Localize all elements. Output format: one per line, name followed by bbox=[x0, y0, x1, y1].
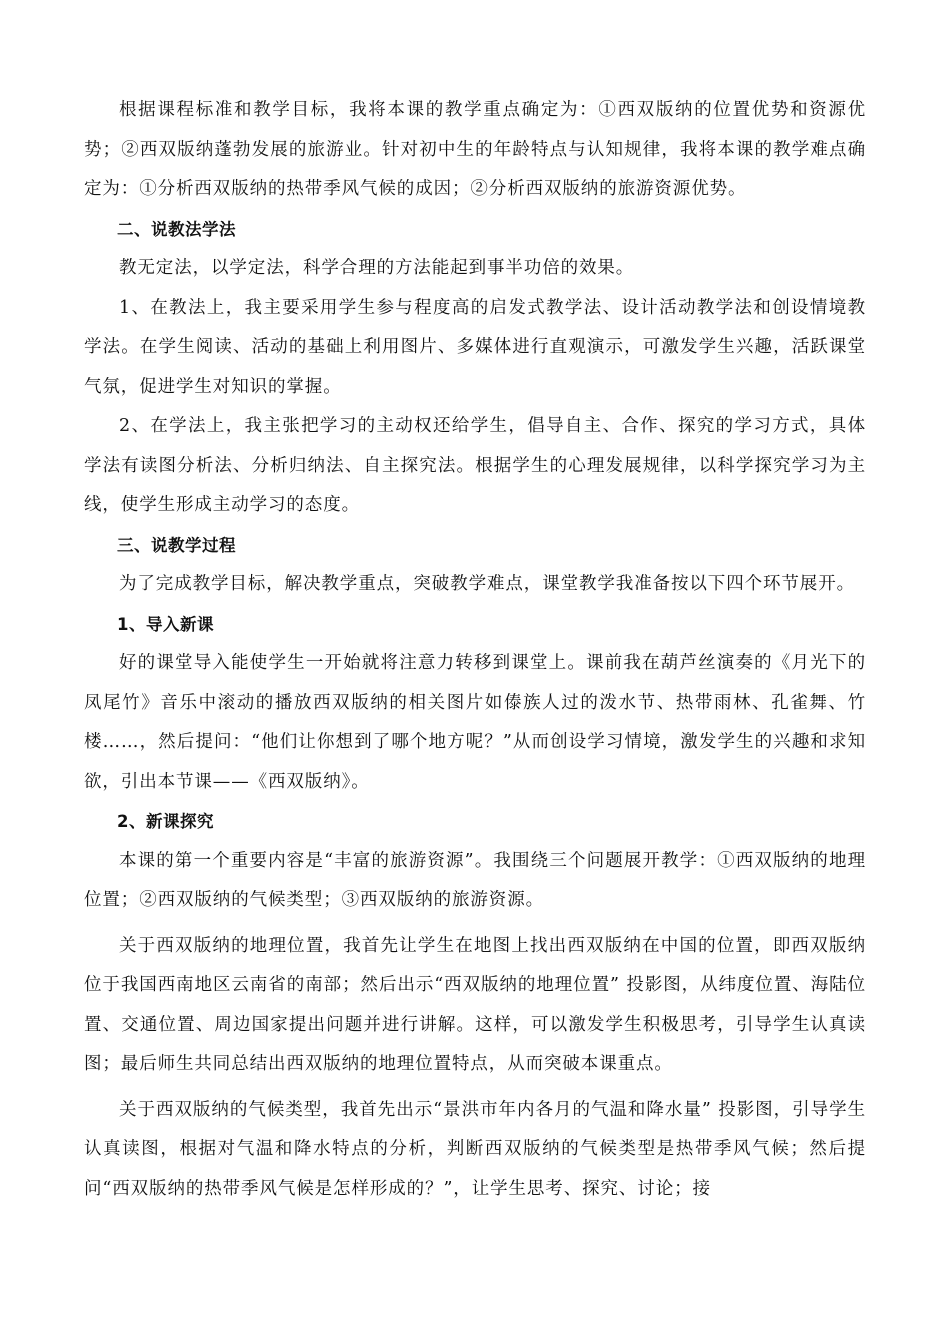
paragraph-methods-intro: 教无定法，以学定法，科学合理的方法能起到事半功倍的效果。 bbox=[119, 258, 635, 278]
heading-teaching-methods: 二、说教法学法 bbox=[117, 219, 236, 239]
paragraph-teaching-method: 1、在教法上，我主要采用学生参与程度高的启发式教学法、设计活动教学法和创设情境教学法。在学生阅读、活动的基础上利用图片、多媒体进行直观演示，可激发学生兴趣，活跃课堂气氛，促进学生对知识的掌握。 bbox=[84, 297, 866, 397]
heading-lesson-intro: 1、导入新课 bbox=[117, 614, 214, 634]
heading-teaching-process: 三、说教学过程 bbox=[117, 535, 236, 555]
paragraph-geographic-location: 关于西双版纳的地理位置，我首先让学生在地图上找出西双版纳在中国的位置，即西双版纳位于我国西南地区云南省的南部；然后出示“西双版纳的地理位置” 投影图，从纬度位置、海陆位置、交通位置、周边国家提出问题并进行讲解。这样，可以激发学生积极思考，引导学生认真读图；最后师生共同总结出西双版纳的地理位置特点，从而突破本课重点。 bbox=[84, 935, 866, 1074]
paragraph-teaching-focus: 根据课程标准和教学目标，我将本课的教学重点确定为：①西双版纳的位置优势和资源优势；②西双版纳蓬勃发展的旅游业。针对初中生的年龄特点与认知规律，我将本课的教学难点确定为：①分析西双版纳的热带季风气候的成因；②分析西双版纳的旅游资源优势。 bbox=[84, 100, 866, 199]
heading-new-lesson: 2、新课探究 bbox=[117, 812, 214, 831]
paragraph-tourism-resources: 本课的第一个重要内容是“丰富的旅游资源”。我围绕三个问题展开教学：①西双版纳的地理位置；②西双版纳的气候类型；③西双版纳的旅游资源。 bbox=[84, 850, 866, 910]
paragraph-learning-method: 2、在学法上，我主张把学习的主动权还给学生，倡导自主、合作、探究的学习方式，具体学法有读图分析法、分析归纳法、自主探究法。根据学生的心理发展规律，以科学探究学习为主线，使学生形成主动学习的态度。 bbox=[84, 416, 866, 515]
paragraph-lesson-intro: 好的课堂导入能使学生一开始就将注意力转移到课堂上。课前我在葫芦丝演奏的《月光下的凤尾竹》音乐中滚动的播放西双版纳的相关图片如傣族人过的泼水节、热带雨林、孔雀舞、竹楼……，然后提问：“他们让你想到了哪个地方呢？”从而创设学习情境，激发学生的兴趣和求知欲，引出本节课——《西双版纳》。 bbox=[84, 653, 866, 792]
paragraph-process-intro: 为了完成教学目标，解决教学重点，突破教学难点，课堂教学我准备按以下四个环节展开。 bbox=[119, 574, 855, 594]
paragraph-climate-type: 关于西双版纳的气候类型，我首先出示“景洪市年内各月的气温和降水量” 投影图，引导学生认真读图，根据对气温和降水特点的分析，判断西双版纳的气候类型是热带季风气候；然后提问“西双版纳的热带季风气候是怎样形成的？”，让学生思考、探究、讨论；接 bbox=[84, 1099, 866, 1199]
document-page bbox=[84, 91, 866, 1209]
